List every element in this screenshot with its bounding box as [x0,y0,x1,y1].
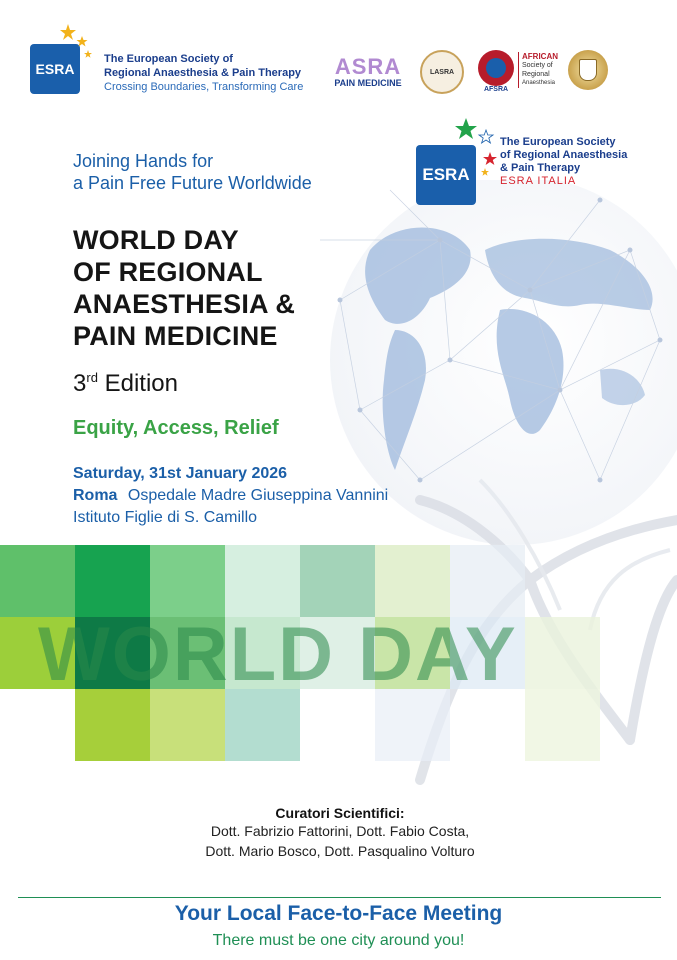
footer-subtitle: There must be one city around you! [212,932,465,949]
banner-text: WORLD DAY [38,612,518,697]
esra-italia-line1: The European Society [500,136,616,148]
title-line1: WORLD DAY [73,225,239,255]
edition-word: Edition [104,370,178,397]
curators-line2: Dott. Mario Bosco, Dott. Pasqualino Volturo [205,843,475,859]
event-venue [73,485,493,507]
footer-divider [18,897,661,898]
curators-section [100,805,580,861]
esra-italia-line2: of Regional Anaesthesia [500,149,628,161]
edition-number: 3 [73,370,87,397]
lasra-seal [420,50,464,94]
asra-logo-text: ASRA [334,54,402,79]
esra-italia-logo-text: ESRA [422,165,470,184]
theme: Equity, Access, Relief [73,417,279,439]
tagline-line2: a Pain Free Future Worldwide [73,173,312,193]
esra-italia-line4: ESRA ITALIA [500,175,577,187]
org-name-line2: Regional Anaesthesia & Pain Therapy [104,67,302,79]
afsra-name-line3: Regional [522,71,550,78]
esra-logo-text: ESRA [35,61,75,77]
curators-title: Curatori Scientifici: [275,805,405,821]
tagline [73,150,393,194]
mosaic-banner [0,545,677,785]
org-name-line1: The European Society of [104,53,233,65]
edition [73,370,178,398]
afsra-name-line4: Anaesthesia [522,80,556,86]
event-venue-line1: Ospedale Madre Giuseppina Vannini [127,487,389,504]
esra-italia-text [500,136,670,188]
afsra-name-line2: Society of [522,62,553,69]
esra-italia-line3: & Pain Therapy [500,162,581,174]
footer-title: Your Local Face-to-Face Meeting [174,902,503,925]
italia-stars-icon [452,116,502,176]
afsra-logo-text: AFSRA [483,86,509,93]
event-details [73,463,493,529]
event-date: Saturday, 31st January 2026 [73,465,288,482]
afsra-name-line1: AFRICAN [522,52,558,61]
stars-icon [58,22,98,62]
asra-logo-sub: PAIN MEDICINE [334,78,402,88]
title-line2: OF REGIONAL [73,257,263,287]
lasra-seal-text: LASRA [429,68,455,76]
edition-ordinal: rd [86,370,98,385]
tagline-line1: Joining Hands for [73,151,214,171]
org-name [104,52,334,94]
asra-logo [328,56,408,88]
event-title [73,224,373,352]
title-line4: PAIN MEDICINE [73,321,278,351]
curators-line1: Dott. Fabrizio Fattorini, Dott. Fabio Costa, [210,823,470,839]
org-slogan: Crossing Boundaries, Transforming Care [104,81,304,93]
afsra-logo [478,50,514,86]
title-line3: ANAESTHESIA & [73,289,296,319]
society-crest-icon [568,50,608,90]
header [0,0,677,110]
event-venue-line2: Istituto Figlie di S. Camillo [73,509,258,526]
event-city: Roma [73,487,118,504]
